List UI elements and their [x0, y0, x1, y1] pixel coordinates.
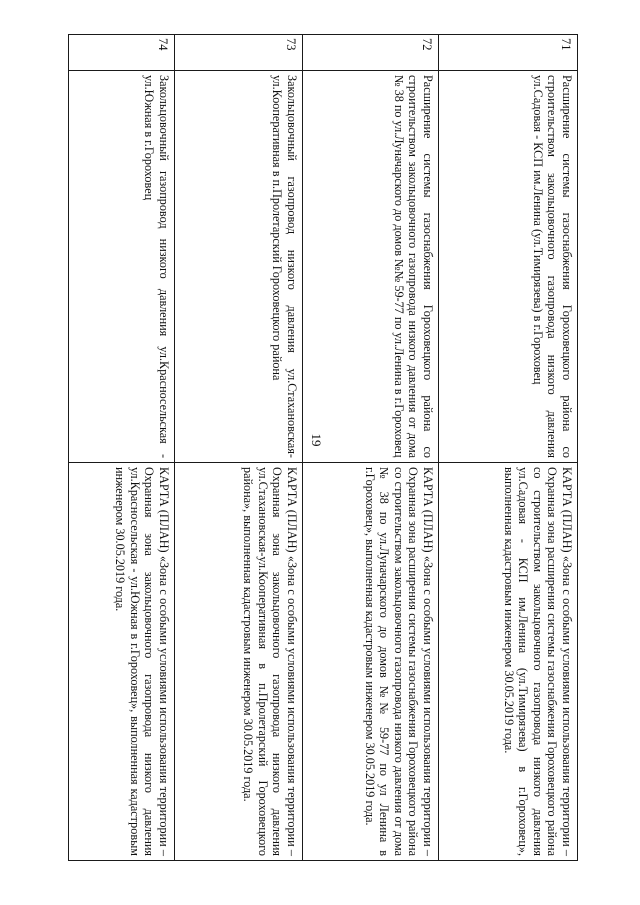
document-description-cell: КАРТА (ПЛАН) «Зона с особыми условиями использования территории – Охранная зона закольцовочного газопровода низкого давления ул.Красносельская - ул.Южная в г.Гороховец», выполненная кадастровым инженером 30.05.2019 года. [69, 463, 175, 861]
object-name-cell: Расширение системы газоснабжения Гороховецкого района со строительством закольцовочного газопровода низкого давления ул.Садовая - КСП им.Ленина (ул.Тимирязева) в г.Гороховец [439, 71, 578, 463]
row-number-cell: 71 [439, 35, 578, 71]
table-row [303, 35, 439, 861]
row-number-cell: 72 [303, 35, 439, 71]
object-name-cell: Расширение системы газоснабжения Гороховецкого района со строительством закольцовочного газопровода низкого давления от дома № 38 по ул.Луначарского до домов №№ 59-77 по ул.Ленина в г.Гороховец [303, 71, 439, 463]
table-row [69, 35, 175, 861]
row-number-cell: 74 [69, 35, 175, 71]
table-row [439, 35, 578, 861]
row-number-cell: 73 [175, 35, 303, 71]
document-description-cell: КАРТА (ПЛАН) «Зона с особыми условиями использования территории – Охранная зона расширения системы газоснабжения Гороховецкого района со строительством закольцовочного газопровода низкого давления ул.Садовая - КСП им.Ленина (ул.Тимирязева) в г.Гороховец», выполненная кадастровым инженером 30.05.2019 года. [439, 463, 578, 861]
object-name-cell: Закольцовочный газопровод низкого давления ул.Красносельская - ул.Южная в г.Гороховец [69, 71, 175, 463]
registry-table [68, 34, 578, 861]
object-name-cell: Закольцовочный газопровод низкого давления ул.Стахановская-ул.Кооперативная в п.Пролетарский Гороховецкого района [175, 71, 303, 463]
page-number: 19 [309, 433, 324, 447]
document-description-cell: КАРТА (ПЛАН) «Зона с особыми условиями использования территории – Охранная зона закольцовочного газопровода низкого давления ул.Стахановская-ул.Кооперативная в п.Пролетарский Гороховецкого района», выполненная кадастровым инженером 30.05.2019 года. [175, 463, 303, 861]
table-row [175, 35, 303, 861]
document-description-cell: КАРТА (ПЛАН) «Зона с особыми условиями использования территории – Охранная зона расширения системы газоснабжения Гороховецкого района со строительством закольцовочного газопровода низкого давления от дома № 38 по ул.Луначарского до домов №№ 59-77 по ул Ленина в г.Гороховец», выполненная кадастровым инженером 30.05.2019 года. [303, 463, 439, 861]
rotated-table-wrapper [69, 34, 578, 860]
